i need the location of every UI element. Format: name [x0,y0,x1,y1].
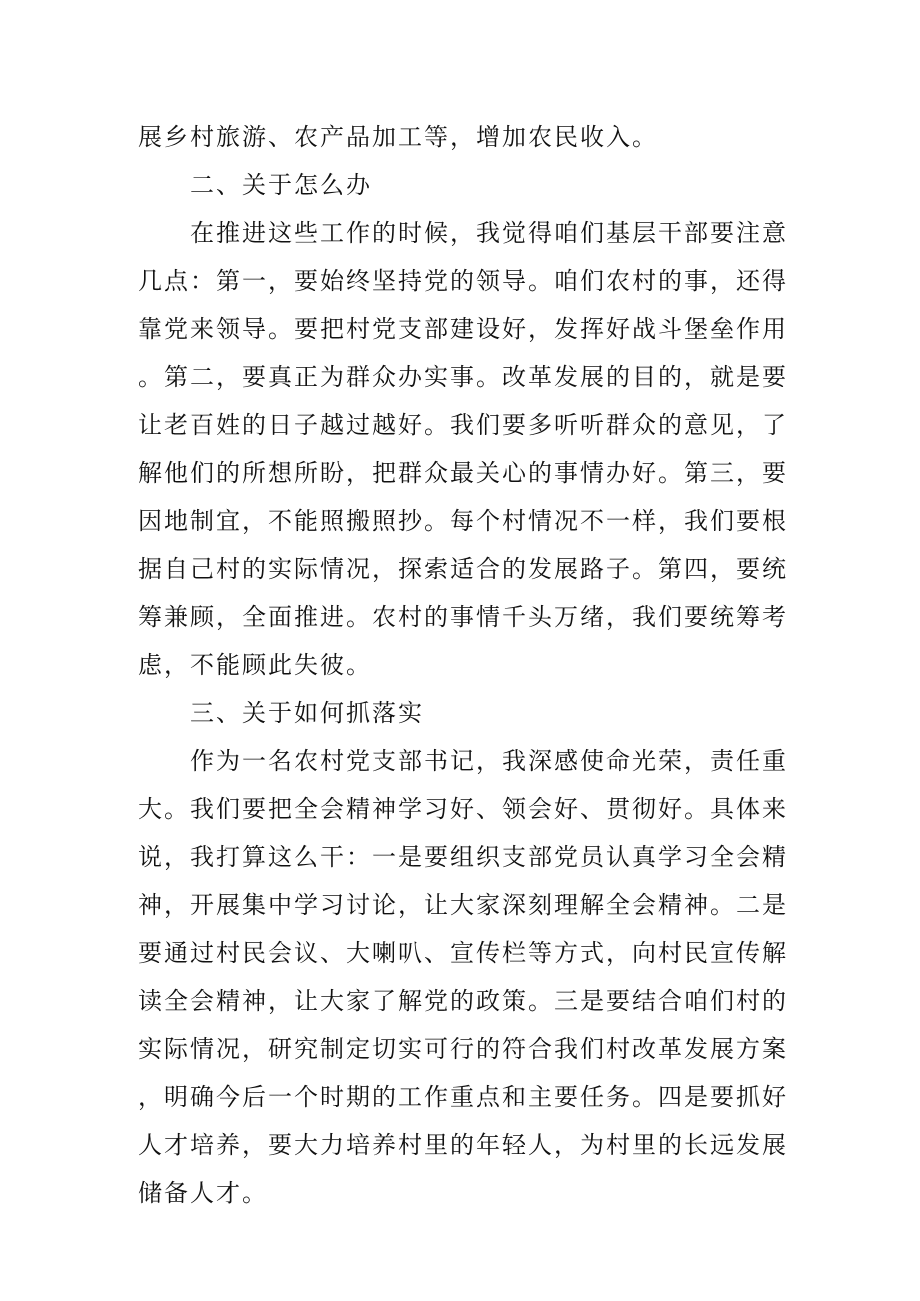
paragraph-key-points: 在推进这些工作的时候，我觉得咱们基层干部要注意几点：第一，要始终坚持党的领导。咱们农村的事，还得靠党来领导。要把村党支部建设好，发挥好战斗堡垒作用。第二，要真正为群众办实事。改革发展的目的，就是要让老百姓的日子越过越好。我们要多听听群众的意见，了解他们的所想所盼，把群众最关心的事情办好。第三，要因地制宜，不能照搬照抄。每个村情况不一样，我们要根据自己村的实际情况，探索适合的发展路子。第四，要统筹兼顾，全面推进。农村的事情千头万绪，我们要统筹考虑，不能顾此失彼。 [138,219,788,679]
paragraph-implementation-plan: 作为一名农村党支部书记，我深感使命光荣，责任重大。我们要把全会精神学习好、领会好、贯彻好。具体来说，我打算这么干：一是要组织支部党员认真学习全会精神，开展集中学习讨论，让大家深刻理解全会精神。二是要通过村民会议、大喇叭、宣传栏等方式，向村民宣传解读全会精神，让大家了解党的政策。三是要结合咱们村的实际情况，研究制定切实可行的符合我们村改革发展方案，明确今后一个时期的工作重点和主要任务。四是要抓好人才培养，要大力培养村里的年轻人，为村里的长远发展储备人才。 [138,747,788,1207]
document-body [138,113,788,1217]
paragraph-continuation: 展乡村旅游、农产品加工等，增加农民收入。 [138,123,658,151]
section-heading-how-to-do: 二、关于怎么办 [190,171,372,199]
section-heading-implementation: 三、关于如何抓落实 [190,699,424,727]
